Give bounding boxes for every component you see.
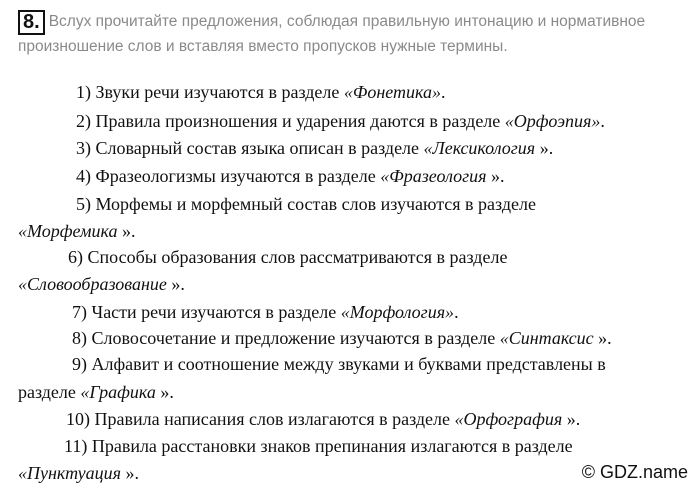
watermark-credit: © GDZ.name xyxy=(581,462,688,482)
sentence-9-line-2 xyxy=(18,381,174,403)
sentence-punct: ». xyxy=(121,463,140,483)
sentence-6-line-1: 6) Способы образования слов рассматриваются в разделе xyxy=(68,247,508,267)
section-term: «Морфемика xyxy=(18,221,118,241)
sentence-text: 8) Словосочетание и предложение изучаются в разделе xyxy=(72,328,500,348)
task-number: 8. xyxy=(18,10,45,35)
section-term: «Лексикология xyxy=(423,138,536,158)
sentence-punct: ». xyxy=(166,274,185,294)
sentence-text: 2) Правила произношения и ударения даются в разделе xyxy=(76,111,505,131)
sentence-9-line-1: 9) Алфавит и соотношение между звуками и буквами представлены в xyxy=(72,354,606,374)
section-term: «Синтаксис xyxy=(499,328,594,348)
sentence-punct: ». xyxy=(117,221,136,241)
sentence-8 xyxy=(72,327,612,349)
sentence-punct: . xyxy=(600,111,605,131)
sentence-text: разделе xyxy=(18,382,81,402)
sentence-1 xyxy=(76,81,446,103)
sentence-6-line-2 xyxy=(18,273,185,295)
task-line-2: произношение слов и вставляя вместо пропусков нужные термины. xyxy=(18,38,508,55)
sentence-text: 7) Части речи изучаются в разделе xyxy=(72,302,341,322)
sentence-7 xyxy=(72,301,459,323)
section-term: «Пунктуация xyxy=(18,463,122,483)
section-term: «Графика xyxy=(80,382,156,402)
task-instruction xyxy=(18,10,688,59)
section-term: «Словообразование xyxy=(18,274,167,294)
section-term: «Фразеология xyxy=(380,166,487,186)
sentence-punct: . xyxy=(454,302,459,322)
sentence-5-line-2 xyxy=(18,220,136,242)
sentence-2 xyxy=(76,110,605,132)
sentence-punct: ». xyxy=(535,138,554,158)
sentence-punct: ». xyxy=(155,382,174,402)
sentence-text: 10) Правила написания слов излагаются в разделе xyxy=(66,409,455,429)
sentence-punct: ». xyxy=(486,166,505,186)
sentence-11-line-1: 11) Правила расстановки знаков препинания излагаются в разделе xyxy=(64,436,573,456)
sentence-11-line-2 xyxy=(18,462,139,484)
sentence-4 xyxy=(76,165,505,187)
sentence-punct: . xyxy=(441,82,446,102)
task-text-1: Вслух прочитайте предложения, соблюдая правильную интонацию и нормативное xyxy=(48,13,646,30)
section-term: «Орфоэпия» xyxy=(504,111,601,131)
task-line-1 xyxy=(18,10,688,35)
sentence-text: 4) Фразеологизмы изучаются в разделе xyxy=(76,166,381,186)
section-term: «Фонетика» xyxy=(343,82,442,102)
section-term: «Морфология» xyxy=(340,302,455,322)
sentence-10 xyxy=(66,408,580,430)
section-term: «Орфография xyxy=(454,409,563,429)
sentence-5-line-1: 5) Морфемы и морфемный состав слов изучаются в разделе xyxy=(76,194,536,214)
sentence-punct: ». xyxy=(593,328,612,348)
sentence-punct: ». xyxy=(562,409,581,429)
sentence-3 xyxy=(76,137,553,159)
sentence-text: 3) Словарный состав языка описан в разделе xyxy=(76,138,424,158)
sentence-text: 1) Звуки речи изучаются в разделе xyxy=(76,82,344,102)
